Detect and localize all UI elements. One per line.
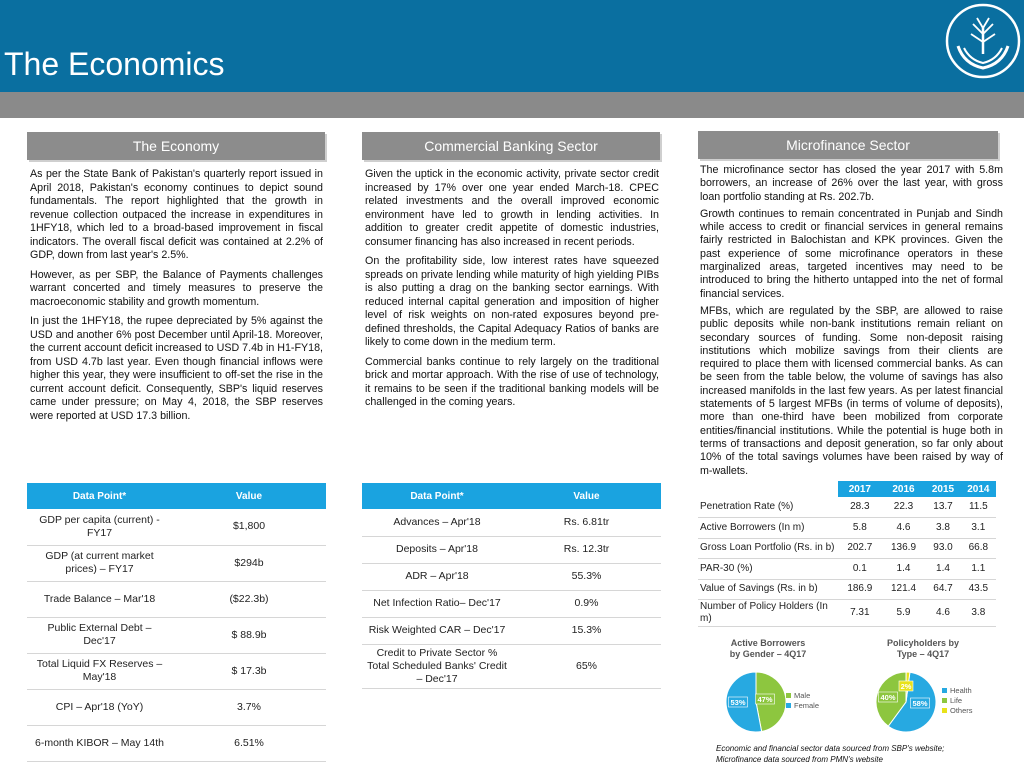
table-row — [27, 545, 326, 581]
divider-bar — [0, 92, 1024, 118]
policy-chart-title-line: Policyholders by — [886, 638, 960, 648]
table-header-year: 2017 — [838, 481, 882, 497]
table-cell-value: 4.6 — [925, 600, 960, 627]
table-cell-value: 43.5 — [961, 579, 996, 600]
table-cell-label: Total Liquid FX Reserves – May'18 — [27, 653, 172, 689]
table-cell-value: 3.7% — [172, 689, 326, 725]
microfinance-data-table — [698, 481, 996, 627]
table-header-row — [362, 483, 661, 509]
economy-paragraph: As per the State Bank of Pakistan's quarterly report issued in April 2018, Pakistan's economy continues to depict sound fundamentals. The report highlighted that the growth in revenue collection outpaced the increase in expenditures in 1HFY18, which led to a broad-based improvement in fiscal indicators. The overall fiscal deficit was contained at 2.2% of GDP, down from last year's 2.5%. — [30, 168, 323, 261]
table-cell-label: Trade Balance – Mar'18 — [27, 581, 172, 617]
banking-paragraph: Commercial banks continue to rely largely on the traditional brick and mortar approach. With the rise of use of technology, it remains to be seen if the traditional banking models will be challenged in the coming years. — [365, 355, 659, 408]
policy-chart-title-line: Type – 4Q17 — [896, 649, 950, 659]
table-cell-label: Active Borrowers (In m) — [698, 518, 838, 539]
table-cell-label: Penetration Rate (%) — [698, 497, 838, 518]
table-cell-value: 3.1 — [961, 518, 996, 539]
table-row — [698, 579, 996, 600]
table-row — [698, 497, 996, 518]
table-cell-value: 13.7 — [925, 497, 960, 518]
table-cell-value: 3.8 — [961, 600, 996, 627]
source-note — [716, 743, 944, 765]
table-cell-value: 186.9 — [838, 579, 882, 600]
table-cell-value: 4.6 — [882, 518, 926, 539]
table-row — [27, 653, 326, 689]
table-cell-value: Rs. 6.81tr — [512, 509, 661, 536]
banking-text — [365, 168, 659, 416]
table-header-cell: Value — [512, 483, 661, 509]
table-cell-value: 6.51% — [172, 725, 326, 761]
table-header-cell: Data Point* — [27, 483, 172, 509]
economy-paragraph: In just the 1HFY18, the rupee depreciated by 5% against the USD and another 6% post December until April-18. Moreover, the current account deficit increased to USD 7.4b in H1-FY18, from USD 4.7b last year. Even though financial inflows were higher this year, they were insufficient to off-set the rise in the current account deficit. Consequently, SBP's liquid reserves came under pressure; on May 4, 2018, the SBP reserves were reported at USD 17.3 billion. — [30, 315, 323, 422]
table-header-cell: Value — [172, 483, 326, 509]
banking-paragraph: Given the uptick in the economic activity, private sector credit increased by 17% over one year ended March-18. CPEC related investments and the overall improved economic environment have led to growth in lending activities. In addition to greater credit appetite of domestic industries, consumer financing has also increased in recent periods. — [365, 168, 659, 248]
table-cell-value: 0.9% — [512, 590, 661, 617]
pie-percent-label: 2% — [900, 682, 912, 691]
microfinance-text — [700, 164, 1003, 478]
table-cell-value: 28.3 — [838, 497, 882, 518]
pie-percent-label: 40% — [880, 693, 896, 702]
legend-label: Female — [794, 701, 820, 710]
hands-tree-logo-icon — [944, 2, 1022, 80]
economy-data-table — [27, 483, 326, 762]
table-cell-value: $294b — [172, 545, 326, 581]
table-cell-label: Credit to Private Sector % Total Scheduled Banks' Credit – Dec'17 — [362, 644, 512, 688]
table-cell-label: Number of Policy Holders (In m) — [698, 600, 838, 627]
microfinance-paragraph: Growth continues to remain concentrated in Punjab and Sindh while access to credit or financial services in general remains fairly restricted in Balochistan and KPK provinces. Given the past experience of some microfinance operators in these marginalized areas, targeted incentives may need to be introduced to bring the hitherto untapped into the net of formal financial services. — [700, 207, 1003, 300]
table-cell-label: Risk Weighted CAR – Dec'17 — [362, 617, 512, 644]
legend-label: Others — [950, 706, 973, 715]
legend-swatch — [786, 693, 791, 698]
pie-percent-label: 47% — [757, 695, 773, 704]
table-row — [27, 509, 326, 545]
table-row — [362, 644, 661, 688]
gender-pie-chart — [716, 660, 866, 742]
table-cell-label: CPI – Apr'18 (YoY) — [27, 689, 172, 725]
table-header-year: 2014 — [961, 481, 996, 497]
table-cell-label: PAR-30 (%) — [698, 559, 838, 580]
table-row — [362, 617, 661, 644]
table-header-cell: Data Point* — [362, 483, 512, 509]
table-cell-value: 64.7 — [925, 579, 960, 600]
table-row — [698, 559, 996, 580]
table-cell-value: ($22.3b) — [172, 581, 326, 617]
table-cell-label: Public External Debt – Dec'17 — [27, 617, 172, 653]
source-line: Economic and financial sector data sourced from SBP's website; — [716, 744, 945, 753]
pie-percent-label: 53% — [730, 698, 746, 707]
table-header-blank — [698, 481, 838, 497]
microfinance-heading: Microfinance Sector — [698, 131, 998, 159]
table-cell-label: GDP (at current market prices) – FY17 — [27, 545, 172, 581]
microfinance-paragraph: MFBs, which are regulated by the SBP, are allowed to raise public deposits while non-bank institutions remain reliant on secondary sources of funding. Some non-deposit raising institutions which mobilize savings from their clients are required to place them with licensed commercial banks. As can be seen from the table below, the volume of savings has also increased manifolds in the last few years. As per latest financial statements of 5 largest MFBs (in terms of volume of deposits), more than one-third have been mobilized from corporate entities/financial institutions. While the potential is huge both in terms of transactions and deposit generation, so far only about 10% of the total savings volumes have been raised by way of m-wallets. — [700, 304, 1003, 477]
table-row — [27, 581, 326, 617]
banking-data-table — [362, 483, 661, 689]
table-cell-value: 11.5 — [961, 497, 996, 518]
table-row — [698, 538, 996, 559]
table-header-row — [27, 483, 326, 509]
legend-label: Health — [950, 686, 972, 695]
source-line: Microfinance data sourced from PMN's website — [716, 755, 883, 764]
economy-heading: The Economy — [27, 132, 325, 160]
table-row — [27, 725, 326, 761]
table-cell-label: Gross Loan Portfolio (Rs. in b) — [698, 538, 838, 559]
table-row — [362, 590, 661, 617]
table-cell-value: $ 88.9b — [172, 617, 326, 653]
economy-paragraph: However, as per SBP, the Balance of Payments challenges warrant concerted and timely measures to preserve the macroeconomic stability and growth momentum. — [30, 268, 323, 308]
banking-heading: Commercial Banking Sector — [362, 132, 660, 160]
table-cell-value: 1.4 — [925, 559, 960, 580]
table-header-year: 2016 — [882, 481, 926, 497]
table-cell-label: Value of Savings (Rs. in b) — [698, 579, 838, 600]
table-cell-value: 3.8 — [925, 518, 960, 539]
table-cell-value: 22.3 — [882, 497, 926, 518]
table-cell-value: Rs. 12.3tr — [512, 536, 661, 563]
table-cell-value: 0.1 — [838, 559, 882, 580]
table-row — [27, 689, 326, 725]
table-row — [698, 600, 996, 627]
table-cell-value: $ 17.3b — [172, 653, 326, 689]
legend-label: Male — [794, 691, 811, 700]
policy-chart-title — [868, 638, 978, 660]
microfinance-paragraph: The microfinance sector has closed the year 2017 with 5.8m borrowers, an increase of 26% over the last year, with gross loan portfolio standing at Rs. 202.7b. — [700, 164, 1003, 203]
table-row — [362, 563, 661, 590]
pie-percent-label: 58% — [912, 699, 928, 708]
legend-swatch — [786, 703, 791, 708]
gender-chart-title — [716, 638, 820, 660]
gender-chart-title-line: Active Borrowers — [730, 638, 806, 648]
table-cell-label: Net Infection Ratio– Dec'17 — [362, 590, 512, 617]
table-row — [27, 617, 326, 653]
table-cell-value: 1.4 — [882, 559, 926, 580]
table-cell-value: 93.0 — [925, 538, 960, 559]
legend-swatch — [942, 698, 947, 703]
table-cell-label: Advances – Apr'18 — [362, 509, 512, 536]
table-cell-value: 5.8 — [838, 518, 882, 539]
page-title: The Economics — [4, 46, 225, 82]
table-row — [362, 509, 661, 536]
banking-paragraph: On the profitability side, low interest rates have squeezed spreads on private lending while maturity of high yielding PIBs is also putting a drag on the banking sector earnings. With reduced internal capital generation and imposition of higher level of risk weights on non-rated exposures beyond pre-defined thresholds, the Capital Adequacy Ratios of banks are likely to come down in the medium term. — [365, 255, 659, 348]
table-cell-label: 6-month KIBOR – May 14th — [27, 725, 172, 761]
table-cell-label: GDP per capita (current) - FY17 — [27, 509, 172, 545]
table-row — [362, 536, 661, 563]
table-cell-value: 5.9 — [882, 600, 926, 627]
legend-swatch — [942, 708, 947, 713]
table-header-year: 2015 — [925, 481, 960, 497]
table-cell-value: 55.3% — [512, 563, 661, 590]
table-cell-value: 15.3% — [512, 617, 661, 644]
table-cell-value: 65% — [512, 644, 661, 688]
table-cell-value: 202.7 — [838, 538, 882, 559]
table-cell-value: 136.9 — [882, 538, 926, 559]
table-cell-value: 121.4 — [882, 579, 926, 600]
table-cell-label: Deposits – Apr'18 — [362, 536, 512, 563]
legend-label: Life — [950, 696, 963, 705]
table-cell-value: 66.8 — [961, 538, 996, 559]
table-cell-value: $1,800 — [172, 509, 326, 545]
table-cell-value: 1.1 — [961, 559, 996, 580]
table-cell-label: ADR – Apr'18 — [362, 563, 512, 590]
table-cell-value: 7.31 — [838, 600, 882, 627]
gender-chart-title-line: by Gender – 4Q17 — [729, 649, 807, 659]
legend-swatch — [942, 688, 947, 693]
table-header-row — [698, 481, 996, 497]
policy-pie-chart — [868, 660, 1008, 742]
economy-text — [30, 168, 323, 429]
table-row — [698, 518, 996, 539]
